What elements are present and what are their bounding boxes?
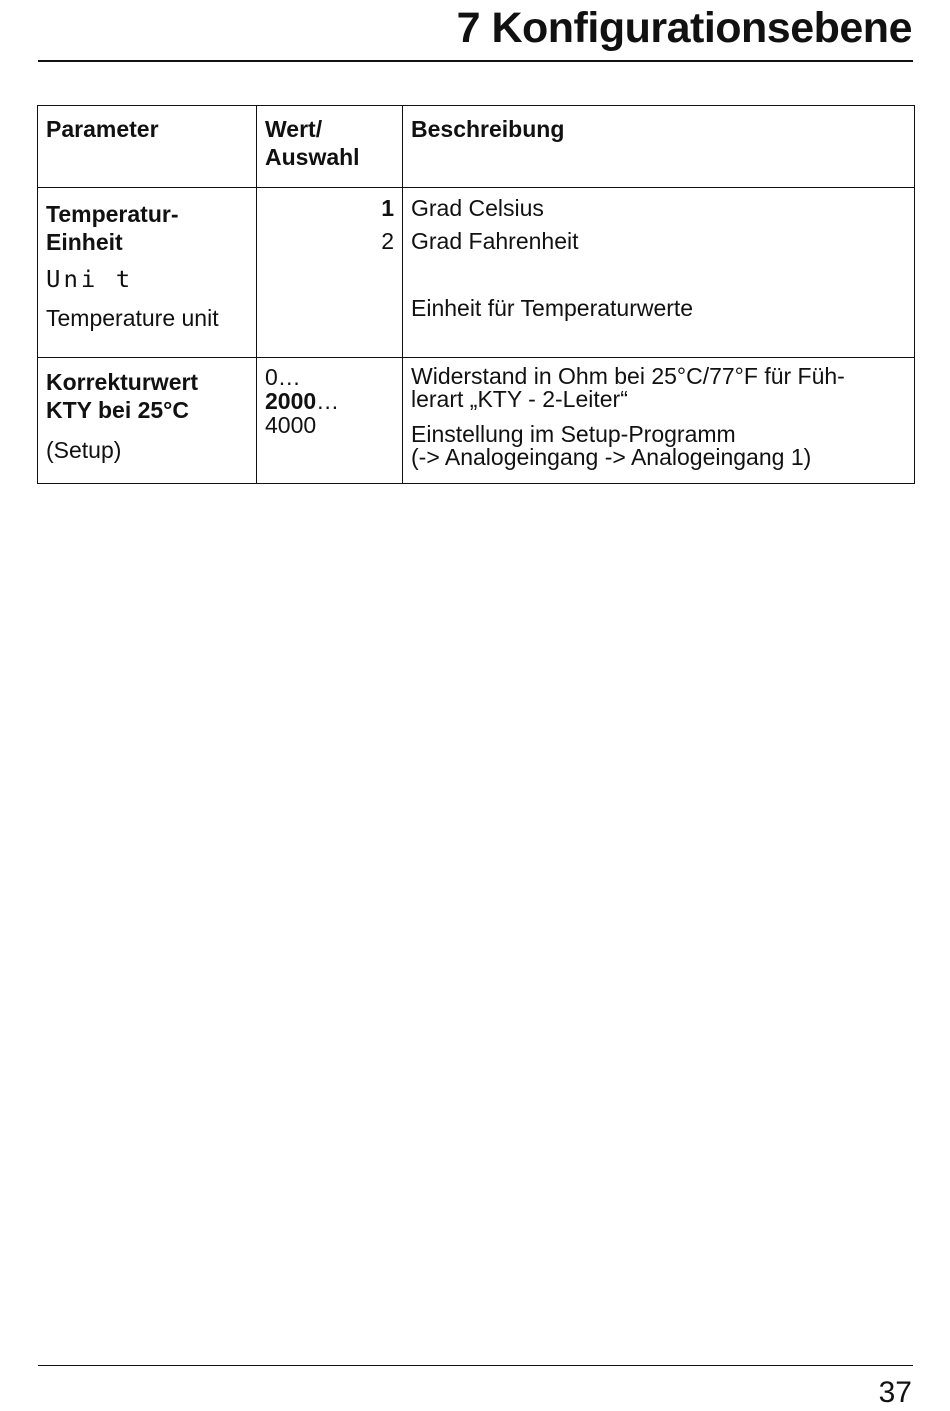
parameter-name-line1: Korrekturwert <box>46 369 199 395</box>
range-default: 2000 <box>265 388 317 414</box>
value-option-2: 2 <box>381 228 394 254</box>
parameter-description: Einheit für Temperaturwerte <box>411 295 694 321</box>
table-header-row <box>38 106 915 188</box>
choice-label-1: Grad Celsius <box>411 195 544 221</box>
description-paragraph-2 <box>411 423 906 469</box>
parameter-table <box>37 105 915 484</box>
parameter-cell <box>38 188 257 358</box>
column-header-value-line1: Wert/ <box>265 116 323 142</box>
choice-label-2: Grad Fahrenheit <box>411 228 579 254</box>
range-default-line <box>265 389 394 413</box>
column-header-parameter: Parameter <box>38 106 257 188</box>
description-line: lerart „KTY - 2-Leiter“ <box>411 386 628 412</box>
value-cell <box>257 358 403 484</box>
description-line: Widerstand in Ohm bei 25°C/77°F für Füh- <box>411 363 845 389</box>
description-paragraph-1 <box>411 365 906 411</box>
description-spacer <box>411 260 906 294</box>
parameter-name-line2: KTY bei 25°C <box>46 397 189 423</box>
footer-rule <box>38 1365 913 1366</box>
parameter-cell <box>38 358 257 484</box>
page-number: 37 <box>878 1376 912 1409</box>
range-max: 4000 <box>265 412 317 438</box>
value-cell <box>257 188 403 358</box>
description-cell <box>403 188 915 358</box>
parameter-name-line1: Temperatur- <box>46 201 179 227</box>
column-header-value <box>257 106 403 188</box>
range-default-suffix: … <box>316 388 340 414</box>
display-code: Uni t <box>46 266 134 293</box>
parameter-name-line2: Einheit <box>46 229 123 255</box>
parameter-name-english: Temperature unit <box>46 305 219 331</box>
column-header-description: Beschreibung <box>403 106 915 188</box>
range-min: 0… <box>265 364 301 390</box>
description-line: Einstellung im Setup-Programm <box>411 421 736 447</box>
description-cell <box>403 358 915 484</box>
description-line: (-> Analogeingang -> Analogeingang 1) <box>411 444 812 470</box>
column-header-value-line2: Auswahl <box>265 144 360 170</box>
value-option-1: 1 <box>381 195 394 221</box>
table-row <box>38 358 915 484</box>
parameter-note: (Setup) <box>46 437 122 463</box>
table-row <box>38 188 915 358</box>
chapter-title: 7 Konfigurationsebene <box>456 4 912 52</box>
header-rule <box>38 60 913 62</box>
